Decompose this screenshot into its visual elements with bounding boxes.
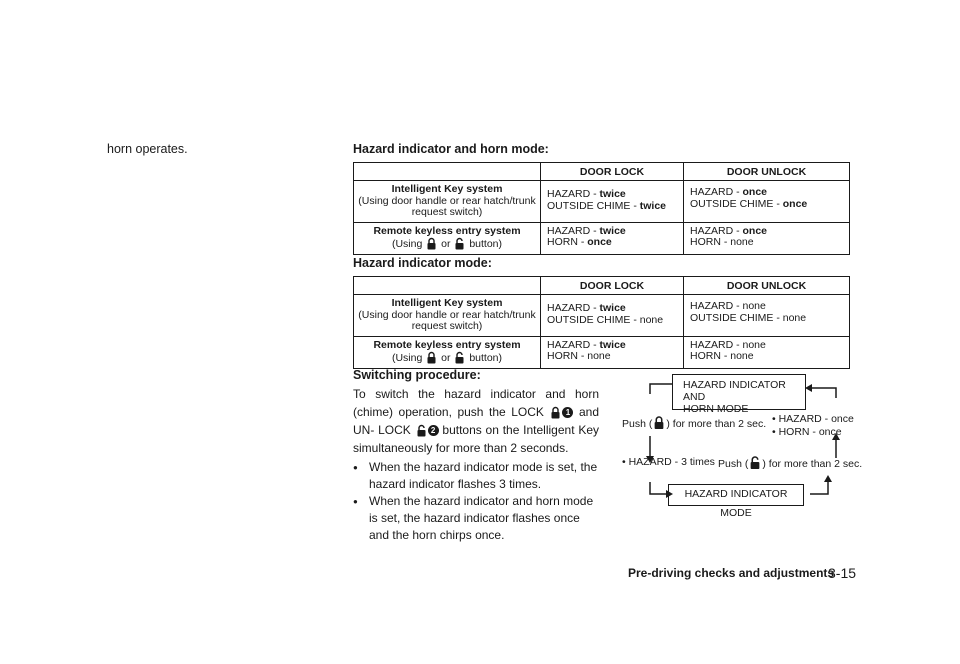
cell-label: HAZARD - (547, 302, 600, 314)
cell-value: HAZARD - none (690, 338, 766, 351)
bullet-item (353, 459, 603, 493)
cell-value: twice (599, 188, 626, 200)
row-desc: or (441, 238, 451, 250)
hazard-mode-result: • HAZARD - 3 times (622, 456, 715, 468)
row-desc: button) (469, 238, 503, 250)
connector-line (650, 384, 672, 394)
cell-label: HAZARD - (690, 224, 743, 237)
header-door-unlock: DOOR UNLOCK (726, 279, 807, 292)
push-instruction-middle (718, 455, 862, 470)
lock-icon (426, 237, 437, 250)
cell-value: HAZARD - none (690, 300, 766, 312)
cell-label: HAZARD - (547, 224, 600, 237)
marker-2: 2 (428, 425, 439, 436)
push-text: Push ( (718, 458, 749, 470)
cell-value: twice (599, 302, 626, 314)
connector-line (812, 388, 836, 398)
cell-value: twice (639, 199, 667, 212)
cell-label: HAZARD - (547, 338, 600, 351)
table-row (354, 336, 849, 368)
paragraph-text: LOCK (378, 423, 411, 437)
paragraph-text: To switch the hazard indicator and horn (chime) operation, push the LOCK (353, 387, 599, 419)
cell-label: HORN - (547, 236, 588, 248)
row-title: Intelligent Key system (391, 297, 503, 309)
intro-text: horn operates. (107, 142, 188, 156)
header-door-lock: DOOR LOCK (541, 163, 684, 181)
cell-value: OUTSIDE CHIME - none (547, 313, 664, 326)
paragraph-text: buttons on the Intelligent Key simultaneously for more than 2 seconds. (353, 423, 599, 455)
row-desc: (Using door handle or rear hatch/trunk (358, 194, 536, 207)
cell-value: once (742, 186, 768, 198)
cell-value: HORN - none (547, 350, 611, 362)
cell-label: HAZARD - (690, 186, 743, 198)
bullet-dot: ● (353, 463, 358, 472)
switching-paragraph (353, 385, 599, 457)
hazard-table (353, 276, 850, 369)
mode-box-horn (672, 374, 806, 415)
hazard-horn-table (353, 162, 850, 255)
lock-icon (653, 415, 665, 430)
table-row (354, 295, 849, 337)
row-title: Remote keyless entry system (373, 224, 521, 237)
push-instruction-left (622, 415, 766, 430)
row-desc: request switch) (411, 320, 483, 332)
header-empty (354, 277, 541, 295)
result-text: • HORN - once (772, 426, 842, 438)
section-heading-switching: Switching procedure: (353, 368, 481, 382)
header-door-lock: DOOR LOCK (541, 277, 684, 295)
section-heading-hazard: Hazard indicator mode: (353, 256, 492, 270)
cell-value: twice (599, 224, 626, 237)
unlock-icon (749, 455, 761, 470)
footer-section-title: Pre-driving checks and adjustments (628, 566, 835, 580)
push-text: Push ( (622, 418, 653, 430)
box-label: HORN MODE (683, 403, 749, 415)
row-title: Intelligent Key system (391, 183, 503, 195)
row-desc: (Using (391, 238, 423, 250)
connector-line (810, 482, 828, 494)
cell-value: twice (599, 338, 626, 351)
cell-label: OUTSIDE CHIME - (547, 199, 640, 212)
bullet-item (353, 493, 603, 544)
push-text: ) for more than 2 sec. (762, 458, 863, 470)
row-desc: button) (469, 352, 503, 364)
horn-mode-result (772, 413, 854, 439)
cell-value: OUTSIDE CHIME - none (690, 311, 807, 324)
page-number: 3-15 (828, 565, 857, 581)
unlock-icon (416, 424, 427, 437)
row-desc: or (441, 352, 451, 364)
unlock-icon (454, 237, 465, 250)
row-desc: (Using (391, 352, 423, 364)
bullet-dot: ● (353, 497, 358, 506)
row-title: Remote keyless entry system (373, 338, 521, 351)
bullet-text: When the hazard indicator and horn mode is set, the hazard indicator flashes once and the horn chirps once. (369, 494, 594, 542)
cell-value: HORN - none (690, 350, 754, 362)
arrow-head (805, 384, 812, 392)
push-text: ) for more than 2 sec. (666, 418, 767, 430)
lock-icon (550, 406, 561, 419)
mode-box-hazard: HAZARD INDICATOR MODE (668, 484, 804, 506)
lock-icon (426, 351, 437, 364)
cell-value: HORN - none (690, 236, 754, 248)
cell-label: OUTSIDE CHIME - (690, 197, 783, 210)
unlock-icon (454, 351, 465, 364)
marker-1: 1 (562, 407, 573, 418)
result-text: • HAZARD - once (772, 413, 854, 425)
connector-line (650, 482, 666, 494)
cell-value: once (587, 236, 612, 248)
table-row (354, 222, 849, 254)
bullet-text: When the hazard indicator mode is set, the hazard indicator flashes 3 times. (369, 460, 598, 491)
cell-value: once (742, 224, 768, 237)
box-label: HAZARD INDICATOR AND (683, 379, 786, 403)
row-desc: request switch) (411, 206, 483, 218)
cell-label: HAZARD - (547, 188, 600, 200)
table-row (354, 181, 849, 223)
header-empty (354, 163, 541, 181)
arrow-head (824, 475, 832, 482)
header-door-unlock: DOOR UNLOCK (726, 165, 807, 178)
section-heading-hazard-horn: Hazard indicator and horn mode: (353, 142, 549, 156)
row-desc: (Using door handle or rear hatch/trunk (358, 308, 536, 321)
paragraph-text: and UN- (353, 405, 600, 437)
cell-value: once (782, 197, 808, 210)
